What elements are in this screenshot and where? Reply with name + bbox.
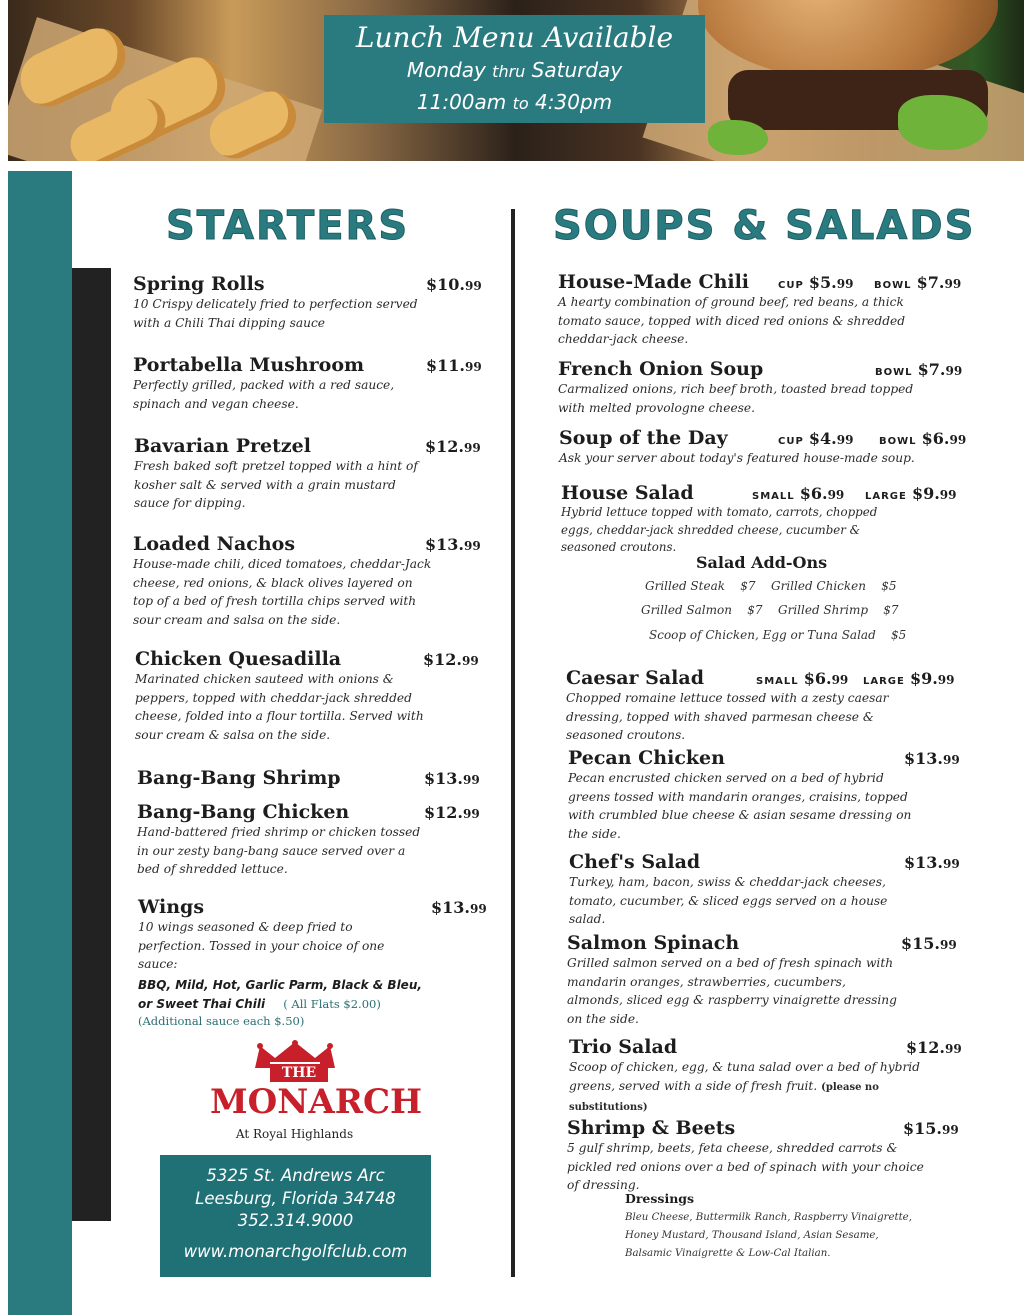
item-price: $12.99 [424,803,480,822]
banner-hours: 11:00am to 4:30pm [416,90,613,114]
lunch-hours-banner [324,15,705,123]
menu-item-loaded-nachos: Loaded Nachos $13.99 House-made chili, diced tomatoes, cheddar-Jack cheese, red onions, & black olives layered on top of a bed of fresh tortilla chips served with sour cream and salsa on the side. [133,533,481,627]
menu-item-house-made-chili: House-Made Chili CUP $5.99 BOWL $7.99 A hearty combination of ground beef, red beans, a thick tomato sauce, topped with diced red onions & shredded cheddar-jack cheese. [558,271,962,346]
item-price: $13.99 [425,535,481,554]
logo-wordmark: MONARCH [210,1082,423,1122]
item-price: $15.99 [901,934,957,953]
salad-add-ons-title: Salad Add-Ons [696,553,828,572]
menu-item-bang-bang-chicken: Bang-Bang Chicken $12.99 Hand-battered fried shrimp or chicken tossed in our zesty bang-bang sauce served over a bed of shredded lettuce. [137,801,480,876]
dressings-title: Dressings [625,1191,695,1206]
item-price: $10.99 [426,275,482,294]
phone-number[interactable]: 352.314.9000 [237,1211,354,1230]
menu-item-caesar-salad: Caesar Salad SMALL $6.99 LARGE $9.99 Chopped romaine lettuce tossed with a zesty caesar dressing, topped with shaved parmesan cheese & seasoned croutons. [566,667,955,742]
extra-sauce-note: (Additional sauce each $.50) [138,1013,305,1028]
logo-subtitle: At Royal Highlands [235,1127,354,1141]
menu-item-wings: Wings $13.99 10 wings seasoned & deep fried to perfection. Tossed in your choice of one sauce: BBQ, Mild, Hot, Garlic Parm, Black & Bleu, or Sweet Thai Chili ( All Flats $2.00) (Additional sauce each $.50) [138,896,487,1028]
menu-item-pecan-chicken: Pecan Chicken $13.99 Pecan encrusted chicken served on a bed of hybrid greens tossed with mandarin oranges, craisins, topped with crumbled blue cheese & asian sesame dressing on the side. [568,747,960,841]
item-price: $13.99 [431,898,487,917]
item-price: $15.99 [903,1119,959,1138]
menu-item-portabella-mushroom: Portabella Mushroom $11.99 Perfectly grilled, packed with a red sauce, spinach and vegan cheese. [133,354,482,411]
item-price: SMALL $6.99 [752,484,845,503]
item-price: CUP $5.99 [778,273,854,292]
addon-salmon: Grilled Salmon $7 [641,603,763,617]
no-substitutions-note: (please no substitutions) [569,1081,879,1113]
menu-item-salmon-spinach: Salmon Spinach $15.99 Grilled salmon served on a bed of fresh spinach with mandarin oranges, strawberries, cucumbers, almonds, sliced egg & raspberry vinaigrette dressing on the side. [567,932,957,1026]
addon-shrimp: Grilled Shrimp $7 [778,603,899,617]
item-price: $13.99 [904,749,960,768]
menu-item-spring-rolls: Spring Rolls $10.99 10 Crispy delicately fried to perfection served with a Chili Thai dipping sauce [133,273,482,330]
menu-item-chefs-salad: Chef's Salad $13.99 Turkey, ham, bacon, swiss & cheddar-jack cheeses, tomato, cucumber, & sliced eggs served on a house salad. [569,851,960,926]
dressings-list: Bleu Cheese, Buttermilk Ranch, Raspberry Vinaigrette, Honey Mustard, Thousand Island, Asian Sesame, Balsamic Vinaigrette & Low-Cal Italian. [625,1212,912,1259]
column-divider [511,209,515,1277]
item-price: SMALL $6.99 [756,669,849,688]
side-dark-band [72,268,111,1221]
item-price: $12.99 [906,1038,962,1057]
menu-item-bavarian-pretzel: Bavarian Pretzel $12.99 Fresh baked soft pretzel topped with a hint of kosher salt & served with a grain mustard sauce for dipping. [134,435,481,510]
menu-item-chicken-quesadilla: Chicken Quesadilla $12.99 Marinated chicken sauteed with onions & peppers, topped with cheddar-jack shredded cheese, folded into a flour tortilla. Served with sour cream & salsa on the side. [135,648,479,742]
item-price: BOWL $6.99 [879,429,967,448]
banner-title: Lunch Menu Available [355,21,674,54]
menu-item-bang-bang-shrimp: Bang-Bang Shrimp $13.99 [137,767,480,789]
wing-sauces: BBQ, Mild, Hot, Garlic Parm, Black & Bleu, or Sweet Thai Chili ( All Flats $2.00) [138,977,422,1011]
item-price: LARGE $9.99 [863,669,955,688]
banner-days: Monday thru Saturday [406,58,623,82]
website-link[interactable]: www.monarchgolfclub.com [183,1241,408,1261]
item-price: CUP $4.99 [778,429,854,448]
addon-steak: Grilled Steak $7 [645,579,756,593]
side-teal-band [8,171,72,1315]
item-price: $12.99 [423,650,479,669]
item-price: $12.99 [425,437,481,456]
item-price: $11.99 [426,356,482,375]
item-price: $13.99 [904,853,960,872]
addon-chicken: Grilled Chicken $5 [771,579,897,593]
menu-item-shrimp-beets: Shrimp & Beets $15.99 5 gulf shrimp, beets, feta cheese, shredded carrots & pickled red onions over a bed of spinach with your choice of dressing. [567,1117,959,1192]
item-price: $13.99 [424,769,480,788]
flats-note: ( All Flats $2.00) [283,996,381,1011]
menu-item-french-onion-soup: French Onion Soup BOWL $7.99 Carmalized onions, rich beef broth, toasted bread topped with melted provologne cheese. [558,358,963,415]
addon-scoop: Scoop of Chicken, Egg or Tuna Salad $5 [649,628,907,642]
address-box [160,1155,431,1277]
logo-the: THE [270,1064,328,1082]
menu-item-soup-of-the-day: Soup of the Day CUP $4.99 BOWL $6.99 Ask your server about today's featured house-made soup. [559,427,967,465]
menu-item-trio-salad: Trio Salad $12.99 Scoop of chicken, egg, & tuna salad over a bed of hybrid greens, served with a side of fresh fruit. (please no substitutions) [569,1036,962,1113]
address-city: Leesburg, Florida 34748 [195,1188,396,1208]
item-price: LARGE $9.99 [865,484,957,503]
item-price: BOWL $7.99 [875,360,963,379]
item-price: BOWL $7.99 [874,273,962,292]
address-street: 5325 St. Andrews Arc [206,1166,385,1185]
soups-salads-heading: SOUPS & SALADS [553,203,976,249]
starters-heading: STARTERS [166,203,410,249]
menu-item-house-salad: House Salad SMALL $6.99 LARGE $9.99 Hybrid lettuce topped with tomato, carrots, chopped eggs, cheddar-jack shredded cheese, cucumber & seasoned croutons. [561,482,957,554]
